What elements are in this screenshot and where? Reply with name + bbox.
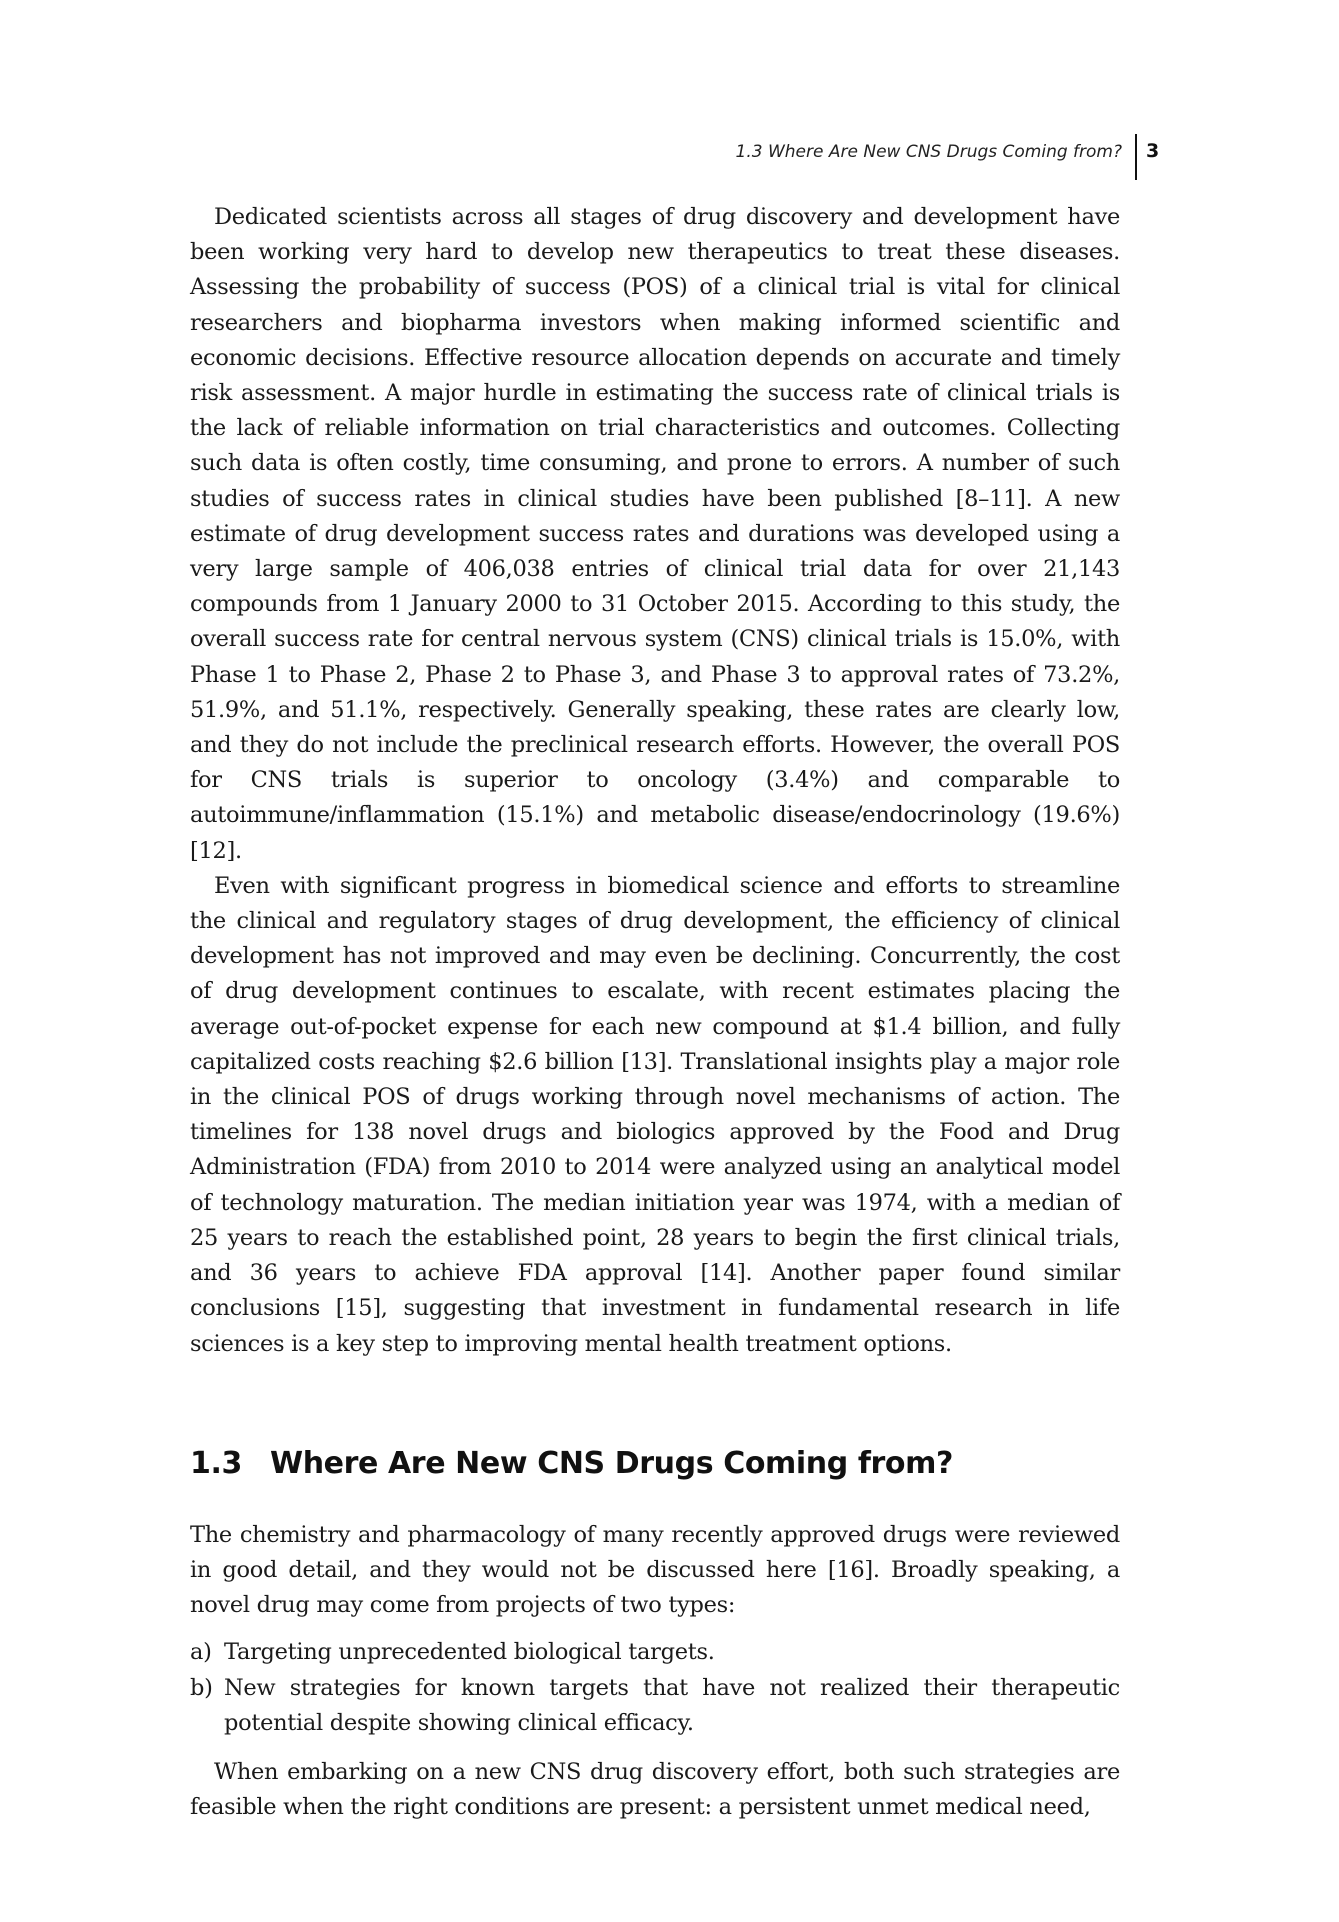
section-heading	[190, 1444, 1120, 1484]
section-title: Where Are New CNS Drugs Coming from?	[270, 1445, 953, 1481]
paragraph-1: Dedicated scientists across all stages of drug discovery and development have been working very hard to develop new therapeutics to treat these diseases. Assessing the probability of success (POS) of a clinical trial is vital for clinical researchers and biopharma investors when making informed scientific and economic decisions. Effective resource allocation depends on accurate and timely risk assessment. A major hurdle in estimating the success rate of clinical trials is the lack of reliable information on trial characteristics and outcomes. Collecting such data is often costly, time consuming, and prone to errors. A number of such studies of success rates in clinical studies have been published [8–11]. A new estimate of drug development success rates and durations was developed using a very large sample of 406,038 entries of clinical trial data for over 21,143 compounds from 1 January 2000 to 31 October 2015. According to this study, the overall success rate for central nervous system (CNS) clinical trials is 15.0%, with Phase 1 to Phase 2, Phase 2 to Phase 3, and Phase 3 to approval rates of 73.2%, 51.9%, and 51.1%, respectively. Generally speaking, these rates are clearly low, and they do not include the preclinical research efforts. However, the overall POS for CNS trials is superior to oncology (3.4%) and comparable to autoimmune/inflammation (15.1%) and metabolic disease/endocrinology (19.6%) [12].	[190, 204, 1120, 864]
page-number: 3	[1146, 140, 1160, 162]
list-item-text: Targeting unprecedented biological targets.	[224, 1639, 715, 1666]
main-text	[190, 200, 1120, 1825]
list-item	[190, 1671, 1120, 1741]
list-item-text: New strategies for known targets that have not realized their therapeutic potential despite showing clinical efficacy.	[224, 1674, 1120, 1736]
list-marker: b)	[190, 1674, 213, 1701]
section-number: 1.3	[190, 1445, 242, 1481]
list-item	[190, 1635, 1120, 1670]
options-list	[190, 1635, 1120, 1741]
running-head: 1.3 Where Are New CNS Drugs Coming from?	[735, 142, 1122, 162]
header-rule	[1135, 134, 1137, 180]
paragraph-4: When embarking on a new CNS drug discovery effort, both such strategies are feasible when the right conditions are present: a persistent unmet medical need,	[190, 1758, 1120, 1821]
paragraph-2: Even with significant progress in biomedical science and efforts to streamline the clinical and regulatory stages of drug development, the efficiency of clinical development has not improved and may even be declining. Concurrently, the cost of drug development continues to escalate, with recent estimates placing the average out-of-pocket expense for each new compound at $1.4 billion, and fully capitalized costs reaching $2.6 billion [13]. Translational insights play a major role in the clinical POS of drugs working through novel mechanisms of action. The timelines for 138 novel drugs and biologics approved by the Food and Drug Administration (FDA) from 2010 to 2014 were analyzed using an analytical model of technology maturation. The median initiation year was 1974, with a median of 25 years to reach the established point, 28 years to begin the first clinical trials, and 36 years to achieve FDA approval [14]. Another paper found similar conclusions [15], suggesting that investment in fundamental research in life sciences is a key step to improving mental health treatment options.	[190, 872, 1120, 1357]
list-marker: a)	[190, 1639, 212, 1666]
paragraph-3: The chemistry and pharmacology of many recently approved drugs were reviewed in good detail, and they would not be discussed here [16]. Broadly speaking, a novel drug may come from projects of two types:	[190, 1521, 1120, 1619]
